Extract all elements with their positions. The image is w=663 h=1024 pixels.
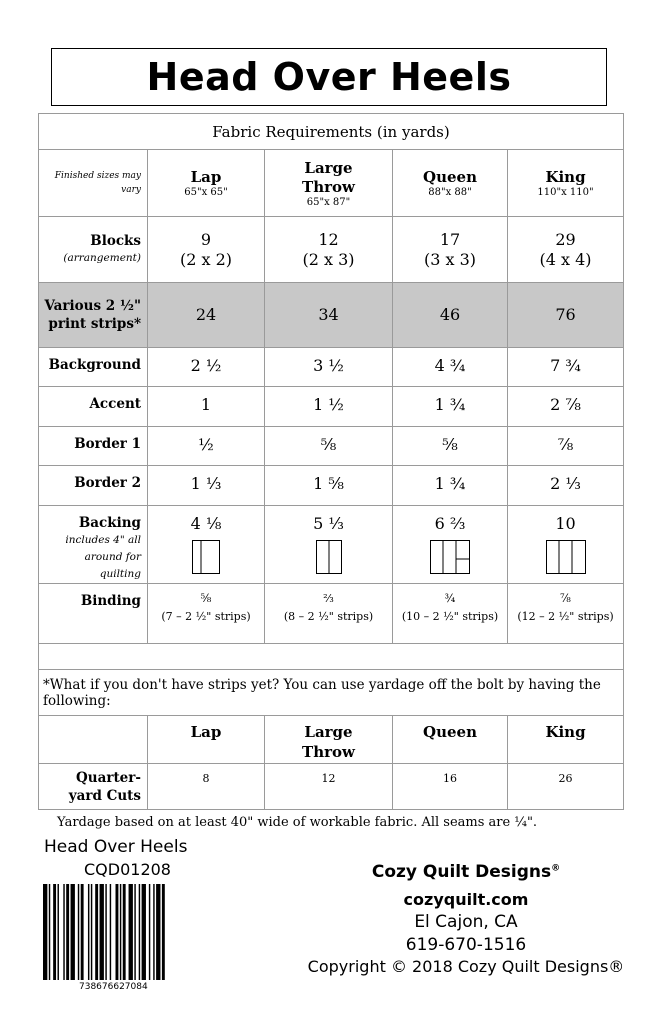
barcode-bar <box>49 884 50 980</box>
barcode-bar <box>63 884 64 980</box>
border2-king: 2 ⅓ <box>508 466 624 506</box>
company-city: El Cajon, CA <box>414 912 518 932</box>
barcode-bar <box>134 884 135 980</box>
finished-sizes-note: Finished sizes may vary <box>39 150 148 217</box>
strips-row <box>39 283 624 348</box>
border1-lap: ½ <box>148 427 265 466</box>
footer-pattern-code: CQD01208 <box>84 860 171 879</box>
backing-diagram-king <box>546 540 586 574</box>
binding-queen: ¾ (10 – 2 ½" strips) <box>393 584 508 644</box>
barcode-bar <box>43 884 47 980</box>
barcode-bar <box>156 884 160 980</box>
footer-pattern-title: Head Over Heels <box>44 837 188 857</box>
quarter-header-lap: Lap <box>148 716 265 764</box>
size-queen: Queen 88"x 88" <box>393 150 508 217</box>
barcode-bar <box>100 884 104 980</box>
company-name: Cozy Quilt Designs® <box>371 862 561 882</box>
border2-row <box>39 466 624 506</box>
spacer-row <box>39 644 624 670</box>
barcode-bar <box>91 884 92 980</box>
strips-king: 76 <box>508 283 624 348</box>
blocks-queen: 17 (3 x 3) <box>393 217 508 283</box>
yardage-note-row <box>39 670 624 716</box>
table-caption: Fabric Requirements (in yards) <box>39 114 624 150</box>
binding-large-throw: ⅔ (8 – 2 ½" strips) <box>265 584 393 644</box>
barcode-bar <box>88 884 89 980</box>
border2-label: Border 2 <box>39 466 148 506</box>
backing-diagram-lap <box>192 540 220 574</box>
blocks-king: 29 (4 x 4) <box>508 217 624 283</box>
barcode-bar <box>71 884 75 980</box>
accent-large-throw: 1 ½ <box>265 387 393 427</box>
size-header-row <box>39 150 624 217</box>
quarter-header-large-throw: Large Throw <box>265 716 393 764</box>
backing-diagram-large-throw <box>316 540 342 574</box>
border1-king: ⅞ <box>508 427 624 466</box>
backing-large-throw: 5 ⅓ <box>265 506 393 584</box>
quarter-large-throw: 12 <box>265 764 393 810</box>
border1-row <box>39 427 624 466</box>
barcode-bar <box>153 884 154 980</box>
empty-cell <box>39 644 624 670</box>
yardage-footnote: Yardage based on at least 40" wide of workable fabric. All seams are ¼". <box>57 815 538 830</box>
border1-queen: ⅝ <box>393 427 508 466</box>
barcode-number: 738676627084 <box>79 982 148 992</box>
company-phone: 619-670-1516 <box>405 935 527 955</box>
background-lap: 2 ½ <box>148 348 265 387</box>
backing-diagram-queen <box>430 540 470 574</box>
size-large-throw: Large Throw 65"x 87" <box>265 150 393 217</box>
background-queen: 4 ¾ <box>393 348 508 387</box>
backing-label: Backing includes 4" all around for quilting <box>39 506 148 584</box>
blocks-lap: 9 (2 x 2) <box>148 217 265 283</box>
border2-large-throw: 1 ⅝ <box>265 466 393 506</box>
size-lap: Lap 65"x 65" <box>148 150 265 217</box>
accent-king: 2 ⅞ <box>508 387 624 427</box>
fabric-requirements-table <box>38 113 624 810</box>
yardage-note: *What if you don't have strips yet? You can use yardage off the bolt by having the following: <box>39 670 624 716</box>
strips-lap: 24 <box>148 283 265 348</box>
barcode-bar <box>129 884 133 980</box>
barcode-bar <box>95 884 98 980</box>
binding-row <box>39 584 624 644</box>
blocks-large-throw: 12 (2 x 3) <box>265 217 393 283</box>
border2-lap: 1 ⅓ <box>148 466 265 506</box>
barcode-bar <box>105 884 106 980</box>
border1-label: Border 1 <box>39 427 148 466</box>
binding-label: Binding <box>39 584 148 644</box>
backing-king: 10 <box>508 506 624 584</box>
border1-large-throw: ⅝ <box>265 427 393 466</box>
quarter-header-king: King <box>508 716 624 764</box>
quarter-header-queen: Queen <box>393 716 508 764</box>
background-label: Background <box>39 348 148 387</box>
barcode-bar <box>120 884 121 980</box>
strips-large-throw: 34 <box>265 283 393 348</box>
strips-queen: 46 <box>393 283 508 348</box>
quarter-king: 26 <box>508 764 624 810</box>
copyright-notice: Copyright © 2018 Cozy Quilt Designs® <box>307 957 625 976</box>
quarter-queen: 16 <box>393 764 508 810</box>
backing-row <box>39 506 624 584</box>
accent-queen: 1 ¾ <box>393 387 508 427</box>
binding-king: ⅞ (12 – 2 ½" strips) <box>508 584 624 644</box>
barcode-bar <box>123 884 126 980</box>
barcode <box>42 884 197 984</box>
size-king: King 110"x 110" <box>508 150 624 217</box>
strips-label: Various 2 ½" print strips* <box>39 283 148 348</box>
barcode-bar <box>110 884 111 980</box>
quarter-header-blank <box>39 716 148 764</box>
quarter-lap: 8 <box>148 764 265 810</box>
blocks-row <box>39 217 624 283</box>
quarter-yard-label: Quarter-yard Cuts <box>39 764 148 810</box>
accent-label: Accent <box>39 387 148 427</box>
caption-row <box>39 114 624 150</box>
barcode-bar <box>78 884 79 980</box>
barcode-bar <box>139 884 140 980</box>
backing-lap: 4 ⅛ <box>148 506 265 584</box>
binding-lap: ⅝ (7 – 2 ½" strips) <box>148 584 265 644</box>
page-title: Head Over Heels <box>146 55 512 99</box>
barcode-bar <box>116 884 119 980</box>
quarter-yard-row <box>39 764 624 810</box>
background-row <box>39 348 624 387</box>
background-king: 7 ¾ <box>508 348 624 387</box>
border2-queen: 1 ¾ <box>393 466 508 506</box>
accent-row <box>39 387 624 427</box>
barcode-bar <box>58 884 59 980</box>
barcode-bar <box>66 884 69 980</box>
background-large-throw: 3 ½ <box>265 348 393 387</box>
accent-lap: 1 <box>148 387 265 427</box>
company-website: cozyquilt.com <box>403 890 529 909</box>
quarter-header-row <box>39 716 624 764</box>
title-box <box>51 48 607 106</box>
backing-queen: 6 ⅔ <box>393 506 508 584</box>
barcode-bar <box>162 884 165 980</box>
barcode-bar <box>142 884 146 980</box>
barcode-bar <box>53 884 56 980</box>
barcode-bar <box>81 884 84 980</box>
blocks-label: Blocks (arrangement) <box>39 217 148 283</box>
barcode-bar <box>149 884 150 980</box>
